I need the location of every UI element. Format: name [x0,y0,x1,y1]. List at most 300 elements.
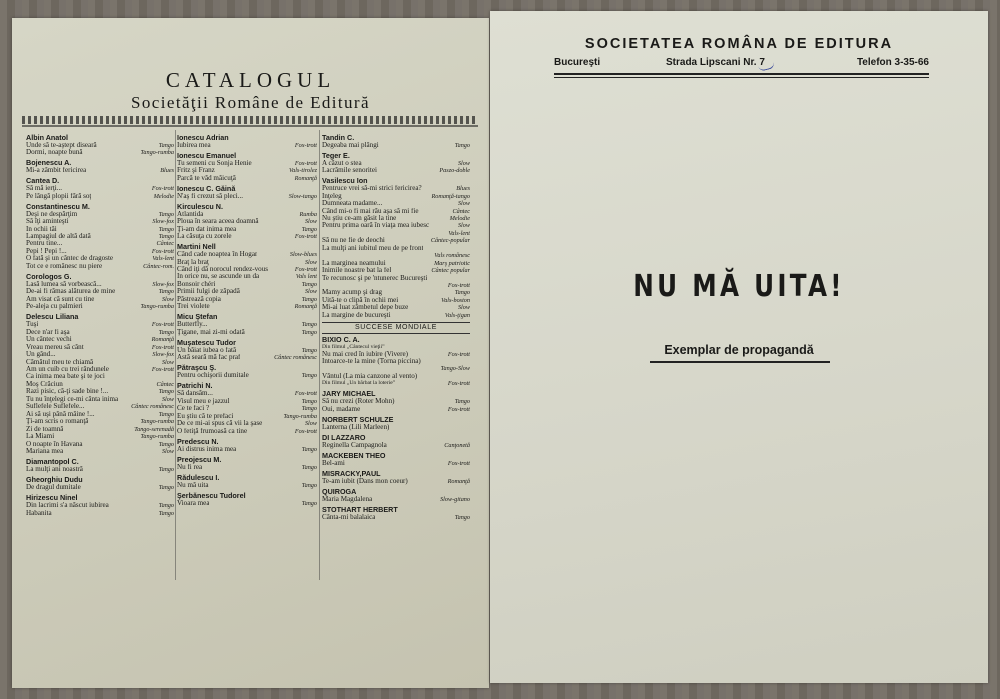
song-title: De dragul dumitale [26,484,81,492]
song-title: Unde să te-aştept diseară [26,141,97,149]
song-genre: Fox-trott [447,380,470,388]
song-title: Ca inima mea bate şi te joci [26,373,105,381]
song-genre: Tango [158,388,174,396]
song-entry [322,406,470,413]
song-genre: Tango [454,398,470,406]
song-title: Lasă lumea să vorbească... [26,280,102,288]
divider [22,125,478,127]
song-entry [26,296,174,303]
song-genre: Cântec [452,207,470,215]
song-note: Din filmul „Cântecul vieţii” [322,344,385,351]
song-genre: Tango [301,328,317,336]
song-genre: Tango [301,481,317,489]
song-genre: Slow [304,420,317,428]
song-genre: Melodie [449,214,470,222]
column-divider [319,130,320,580]
catalog-page [12,18,489,688]
song-entry [26,448,174,455]
song-entry [322,373,470,380]
author-name: Ionescu C. Găină [177,183,236,193]
song-genre [172,373,174,380]
song-entry [26,466,174,473]
song-title: Un gând... [26,351,56,359]
song-genre: Tango [301,445,317,453]
song-genre: Cântec-popular [430,237,470,245]
song-title: NU MĂ UITA! [633,269,845,304]
song-entry [26,255,174,262]
song-title: Nu fi rea [177,463,203,471]
song-entry [177,251,317,258]
song-genre: Tango [158,233,174,240]
author-name: Vasilescu Ion [322,176,368,186]
song-title: Să îţi aminteşti [26,218,69,226]
song-title: Să nu ne fie de deochi [322,237,385,245]
song-title: Ţi-am dat inima mea [177,225,237,233]
author-name: Tandin C. [322,132,355,142]
song-title: Ce te faci ? [177,405,210,413]
song-entry [322,351,470,358]
song-title: Lampagiul de altă dată [26,233,91,240]
song-title: La mulţi ani noastră [26,466,83,474]
song-entry [322,160,470,167]
song-entry [322,496,470,503]
song-entry [322,222,470,229]
song-title: Primii fulgi de zăpadă [177,288,240,296]
column-divider [175,130,176,580]
author-name: Albin Anatol [26,132,69,142]
song-entry [26,381,174,388]
song-title: Când mi-o fi mai rău aşa să mi fie [322,207,419,215]
song-title: Parcă te văd măicuţă [177,174,236,182]
song-title: Tot ce e românesc nu piere [26,262,103,270]
song-entry [26,403,174,410]
song-genre: Romanţă [294,174,317,182]
song-entry [322,282,470,289]
song-entry [177,321,317,328]
song-genre: Fox-trott [294,233,317,240]
song-genre: Rumba [299,210,317,218]
author-name: Corologos G. [26,271,72,281]
song-entry [322,478,470,485]
song-title: Razi pisic, că-ţi sade bine !... [26,388,109,396]
song-genre: Slow [304,258,317,266]
song-title: O fată şi un cântec de dragoste [26,255,114,263]
song-title: Un băiat iubea o fată [177,346,237,354]
song-genre: Tango [158,484,174,492]
song-entry [322,208,470,215]
copy-note: Exemplar de propagandă [664,343,814,357]
song-title: Inimile noastre bat la fel [322,267,392,275]
song-entry [322,230,470,237]
song-genre: Blues [160,167,174,175]
song-entry [177,296,317,303]
song-genre: Blues [456,185,470,193]
song-genre: Fox-trott [294,141,317,149]
song-genre: Tango [301,295,317,303]
author-name: Cantea D. [26,176,60,186]
song-title: Moş Crăciun [26,380,63,388]
song-title: Nu ştiu ce-am găsit la tine [322,214,397,222]
song-genre: Fox-trott [151,321,174,329]
song-title: În orice nu, se ascunde un da [177,273,260,281]
song-title: Astă seară mă fac praf [177,354,241,362]
song-title: Bel-ami [322,460,345,467]
song-genre: Vals-lent [448,229,470,237]
song-genre: Vals românesc [434,252,470,260]
song-title: N'aş fi crezut să pleci... [177,192,244,200]
author-name: Muşatescu Tudor [177,337,236,347]
song-genre: Fox-trott [447,350,470,358]
song-title: Lacrămile senoritei [322,167,377,175]
song-entry [177,193,317,200]
author-name: DI LAZZARO [322,432,366,442]
song-entry [26,502,174,509]
song-genre: Slow-fox [152,218,174,226]
divider [554,73,929,75]
author-name: Predescu N. [177,436,219,446]
song-title: Pentru prima oară în viaţa mea iubesc [322,222,430,230]
song-genre: Slow-gitano [440,496,470,504]
song-entry [177,273,317,280]
song-genre: Slow-fox [152,280,174,288]
song-genre [468,424,470,431]
song-genre: Fox-trott [294,427,317,435]
song-title: Păstrează copia [177,295,221,303]
street: Strada Lipscani Nr. 7 [666,57,765,68]
song-entry [322,304,470,311]
song-genre: Fox-trott [447,282,470,290]
song-entry [177,175,317,182]
song-entry [26,484,174,491]
song-title: La margine de bucureşti [322,311,391,319]
song-genre: Tango-Slow [440,365,470,373]
author-name: STOTHART HERBERT [322,505,398,515]
song-entry [26,351,174,358]
song-entry [322,312,470,319]
song-genre: Romanţă [294,303,317,311]
song-entry [177,500,317,507]
song-title: Nu mai cred în iubire (Vivere) [322,350,409,358]
song-entry [26,193,174,200]
song-title: Vântul (La mia canzone al vento) [322,372,418,380]
catalog-column-1 [26,131,174,517]
song-genre: Tango [301,280,317,288]
song-genre: Fox-trott [151,343,174,351]
song-entry [26,167,174,174]
song-title: Când cade noaptea în Hogar [177,251,258,259]
song-genre: Vals lent [295,273,317,281]
song-title: Maria Magdalena [322,496,373,504]
song-title: Să nu crezi (Roter Mohn) [322,398,395,406]
song-genre: Tango [158,141,174,149]
song-title: De ce mi-ai spus că vii la şase [177,420,263,428]
song-genre: Tango-rumba [140,303,174,311]
author-name: MACKEBEN THEO [322,451,386,460]
song-genre: Vals-boston [441,296,470,304]
song-title: Vioara mea [177,499,210,507]
song-title: Pe-aleja cu palmieri [26,303,83,311]
song-genre: Tango [454,514,470,522]
song-entry [177,405,317,412]
song-genre: Fox-trott [151,185,174,193]
song-genre: Melodie [153,192,174,200]
song-genre: Slow [161,447,174,455]
author-name: Bojenescu A. [26,158,72,168]
song-title: Pentru ochişorii dumitale [177,372,249,380]
song-entry [26,366,174,373]
song-title: A căzut o stea [322,159,362,167]
song-entry [26,288,174,295]
song-title: La căsuţa cu zorele [177,233,232,240]
song-title: Să mă ierţi... [26,185,63,193]
song-title: Eu ştiu că te prefaci [177,412,234,420]
song-genre: Fox-trott [151,365,174,373]
song-genre: Fox-trott [294,159,317,167]
song-genre: Fox-trott [294,390,317,398]
song-genre: Marş patriotic [434,259,470,267]
section-title: SUCCESE MONDIALE [322,322,470,333]
author-name: Constantinescu M. [26,201,90,211]
song-entry [322,167,470,174]
song-genre: Romanţă [151,336,174,344]
song-entry [26,240,174,247]
song-entry [26,218,174,225]
song-entry [26,373,174,380]
song-title: Ai să uşi până mâine !... [26,410,95,418]
author-name: Kirculescu N. [177,201,223,211]
catalog-subtitle: Societăţii Române de Editură [131,93,370,112]
song-genre: Tango-rumba [140,149,174,157]
song-title: Pentru tine... [26,240,63,248]
song-title: Reginella Campagnola [322,441,387,449]
song-title: În ochii tăi [26,225,57,233]
song-title: O noapte în Havana [26,440,83,448]
song-entry [177,259,317,266]
song-genre: Slow [161,295,174,303]
song-entry [177,420,317,427]
song-title: Uită-te o clipă în ochii mei [322,296,399,304]
song-title: Nu mă uita [177,481,209,489]
song-title: Mi-a zâmbit fericirea [26,167,87,175]
song-entry [26,396,174,403]
song-entry [177,446,317,453]
song-genre: Tango [158,210,174,218]
song-genre: Tango [301,499,317,507]
song-entry [26,263,174,270]
publisher-name: SOCIETATEA ROMÂNA DE EDITURA [584,36,894,52]
song-entry [322,185,470,192]
author-name: Hirizescu Ninel [26,493,78,503]
song-genre: Tango-rumba [283,412,317,420]
song-entry [322,260,470,267]
song-title: Vreau mereu să cânt [26,343,84,351]
song-entry [177,288,317,295]
song-entry [322,460,470,467]
song-title: Iubirea mea [177,141,211,149]
song-title: Bonsoir chéri [177,280,216,288]
song-title: Pepi ! Pepi !... [26,247,67,255]
song-entry [177,372,317,379]
song-title: Habanita [26,509,52,517]
song-genre: Tango [301,463,317,471]
song-title: Braţ la braţ [177,258,209,266]
song-title: Din lacrimi s'a născut iubirea [26,502,109,510]
song-genre: Fox-trott [447,460,470,467]
song-entry [322,267,470,274]
pen-mark [757,57,775,72]
song-genre: Cântec [156,380,174,388]
song-entry [26,411,174,418]
song-genre: Tango [301,321,317,329]
song-genre: Tango [301,346,317,354]
song-genre: Canţonetă [444,441,470,449]
song-entry [26,510,174,517]
catalog-column-2 [177,131,317,507]
cover-page [490,11,988,683]
song-genre: Fox-trott [447,405,470,413]
song-entry [177,413,317,420]
song-genre: Tango [158,440,174,448]
song-genre: Tango [301,405,317,413]
song-genre: Slow [457,304,470,312]
song-genre: Vals-lent [152,255,174,263]
song-entry [177,160,317,167]
song-genre: Fox-trott [151,247,174,255]
song-entry [177,482,317,489]
author-name: Pătraşcu Ş. [177,363,217,373]
song-title: Zi de toamnă [26,425,64,433]
song-genre: Tango [158,466,174,474]
catalog-title: CATALOGUL [165,68,336,92]
song-entry [322,442,470,449]
author-name: Ionescu Adrian [177,132,229,142]
author-name: Teger E. [322,150,350,160]
song-entry [26,388,174,395]
song-entry [26,211,174,218]
song-title: Când iţi dă norocul rendez-vous [177,265,269,273]
song-entry [26,336,174,343]
song-entry [177,398,317,405]
song-entry [177,226,317,233]
song-entry [26,441,174,448]
song-title: Lanterna (Lili Marleen) [322,423,390,431]
song-genre: Tango-rumba [140,433,174,441]
song-entry [322,514,470,521]
song-title: La Miami [26,433,55,441]
author-name: Delescu Liliana [26,312,79,322]
song-title: Dormi, noapte bună [26,149,83,157]
song-entry [26,433,174,440]
song-entry [26,281,174,288]
song-entry [322,142,470,149]
author-name: Gheorghiu Dudu [26,475,83,485]
author-name: Diamantopol C. [26,457,79,467]
song-entry [322,252,470,259]
song-genre: Tango [158,502,174,510]
song-entry [177,428,317,435]
song-entry [26,329,174,336]
song-genre: Tango [158,225,174,233]
song-entry [322,289,470,296]
song-title: Să dansăm... [177,390,213,398]
song-entry [322,398,470,405]
song-title: Ploua în seara aceea doamnă [177,218,259,226]
song-entry [26,418,174,425]
author-name: Micu Ştefan [177,312,218,322]
song-entry [177,218,317,225]
song-title: Pentruce vrei să-mi strici fericirea? [322,185,422,193]
song-genre: Romanţă [447,478,470,486]
song-title: Atlantida [177,210,204,218]
song-title: Înţeleg [322,192,342,200]
song-title: Dece n'ar fi aşa [26,328,70,336]
author-name: BIXIO C. A. [322,335,360,345]
song-title: Ţi-am scris o romanţă [26,418,89,426]
song-genre: Tango [158,509,174,517]
song-genre: Tango [158,410,174,418]
song-genre: Cântec popular [431,267,470,275]
song-genre: Fox-trott [294,265,317,273]
song-genre: Slow [457,159,470,167]
song-genre: Cântec-rom. [143,262,174,270]
divider [554,77,929,78]
song-entry [177,347,317,354]
song-title: Întoarce-te la mine (Torna piccina) [322,358,421,365]
author-name: Patrichi N. [177,381,213,391]
song-genre: Tango [301,397,317,405]
song-title: Degeaba mai plângi [322,141,379,149]
city: Bucureşti [554,57,601,68]
song-genre: Slow-tango [288,192,317,200]
song-entry [177,233,317,240]
author-name: JARY MICHAEL [322,389,376,399]
song-genre: Tango [454,141,470,149]
song-entry [26,142,174,149]
song-genre: Vals-tirolez [289,167,317,175]
song-entry [322,275,470,282]
song-title: Pe lângă plopii fără soţ [26,192,92,200]
song-genre: Tango [301,225,317,233]
song-note: Din filmul „Un bărbat la loterie” [322,380,396,387]
song-genre [468,373,470,380]
song-genre: Slow [161,395,174,403]
song-title: La marginea neamului [322,259,386,267]
song-genre: Slow [304,218,317,226]
song-title: Cămătul meu te chiamă [26,358,94,366]
song-entry [322,380,470,387]
song-entry [177,329,317,336]
song-entry [177,464,317,471]
song-title: Am visat că sunt cu tine [26,295,95,303]
song-title: Mi-ai luat zâmbetul depe buze [322,304,409,312]
author-name: Ionescu Emanuel [177,150,237,160]
author-name: Martini Nell [177,242,216,252]
song-entry [322,193,470,200]
song-entry [177,142,317,149]
song-title: La mulţi ani iubitul meu de pe front [322,244,424,252]
song-entry [177,354,317,361]
song-genre: Cântec românesc [274,354,317,362]
song-entry [322,365,470,372]
author-name: Preojescu M. [177,454,222,464]
song-entry [26,226,174,233]
song-title: Te-am iubit (Dans mon coeur) [322,478,408,486]
song-title: Oui, madame [322,405,361,413]
song-genre: Tango [158,328,174,336]
song-entry [26,359,174,366]
author-name: Rădulescu I. [177,472,220,482]
song-entry [177,281,317,288]
